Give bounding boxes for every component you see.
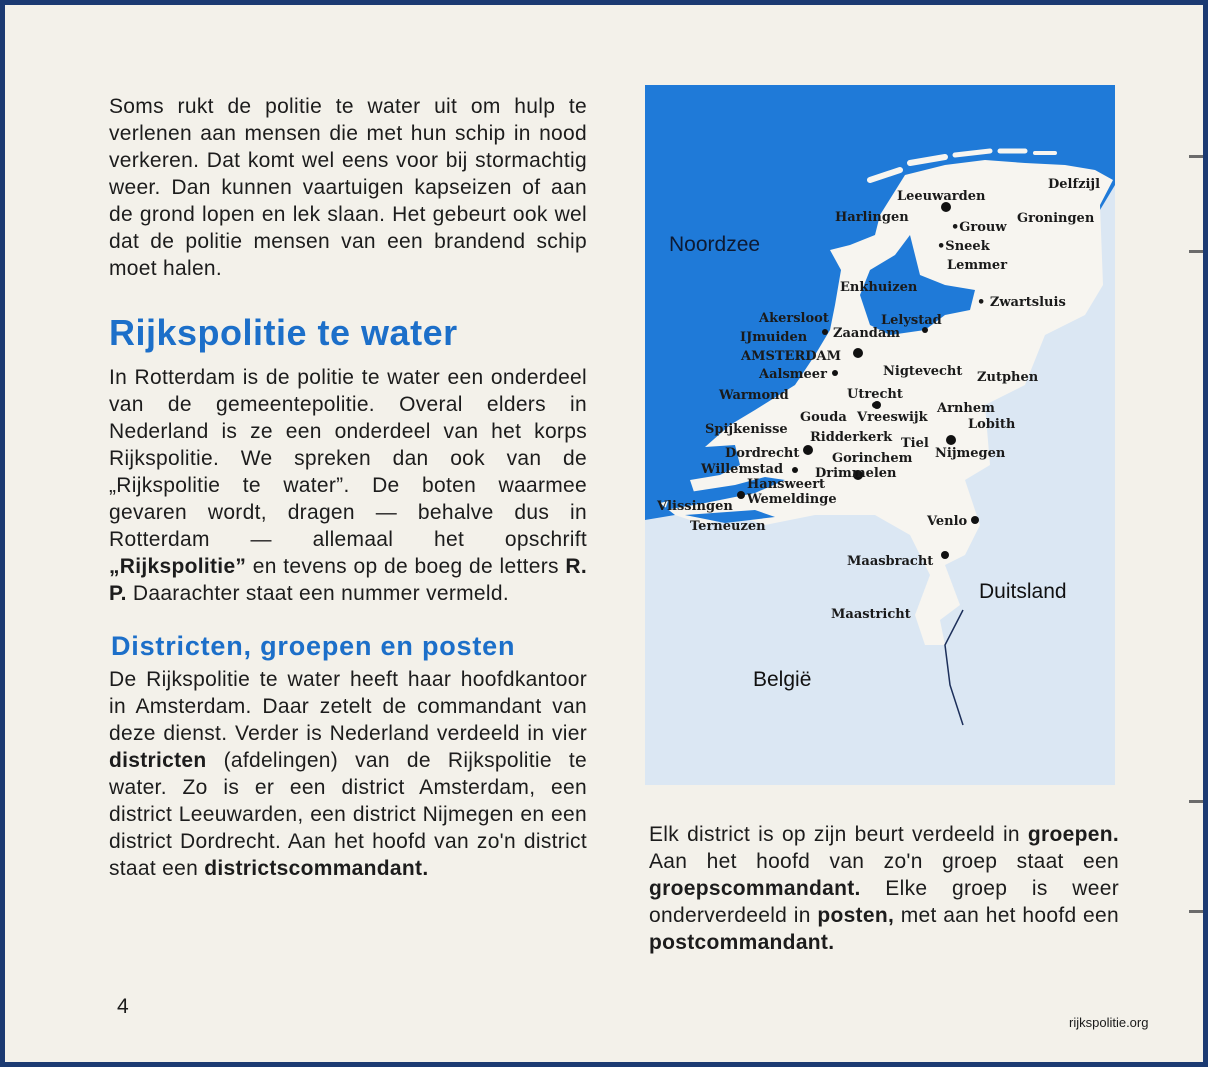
page-number: 4 [117, 995, 129, 1018]
city-lelystad: Lelystad [881, 313, 942, 328]
city-aalsmeer: Aalsmeer [759, 367, 827, 382]
city-lobith: Lobith [968, 417, 1016, 432]
city-wemeldinge: Wemeldinge [747, 492, 837, 507]
city-zutphen: Zutphen [977, 370, 1039, 385]
section2-paragraph: De Rijkspolitie te water heeft haar hoofdkantoor in Amsterdam. Daar zetelt de commandant van deze dienst. Verder is Nederland verdeeld in vier districten (afdelingen) van de Rijkspolitie te water. Zo is er een district Amsterdam, een district Leeuwarden, een district Nijmegen en een district Dordrecht. Aan het hoofd van zo'n district staat een districtscommandant. [109, 668, 587, 880]
staple-mark [1189, 250, 1203, 253]
city-tiel: Tiel [901, 436, 929, 451]
city-akersloot: Akersloot [759, 311, 829, 326]
staple-mark [1189, 910, 1203, 913]
city-groningen: Groningen [1017, 211, 1095, 226]
city-hansweert: Hansweert [747, 477, 826, 492]
left-column [109, 93, 587, 882]
watermark: rijkspolitie.org [1069, 1015, 1149, 1030]
city-delfzijl: Delfzijl [1048, 177, 1101, 192]
city-leeuwarden: Leeuwarden [897, 189, 986, 204]
city-arnhem: Arnhem [937, 401, 995, 416]
staple-mark [1189, 155, 1203, 158]
city-ridderkerk: Ridderkerk [810, 430, 893, 445]
city-gouda: Gouda [800, 410, 847, 425]
city-zwartsluis: • Zwartsluis [977, 295, 1066, 310]
section-heading-rijkspolitie: Rijkspolitie te water [109, 312, 458, 353]
section1-paragraph: In Rotterdam is de politie te water een onderdeel van de gemeentepolitie. Overal elders in Nederland is ze een onderdeel van het korps Rijkspolitie. We spreken dan ook van de „Rijkspolitie te water”. De boten waarmee gevaren wordt, dragen — behalve dus in Rotterdam — allemaal het opschrift „Rijkspolitie” en tevens op de boeg de letters R. P. Daarachter staat een nummer vermeld. [109, 366, 587, 605]
booklet-page [5, 5, 1203, 1062]
city-drimmelen: Drimmelen [815, 466, 897, 481]
label-belgie: België [753, 668, 812, 691]
city-utrecht: Utrecht [847, 387, 903, 402]
city-lemmer: Lemmer [947, 258, 1008, 273]
city-grouw: •Grouw [951, 220, 1007, 235]
right-paragraph: Elk district is op zijn beurt verdeeld in groepen. Aan het hoofd van zo'n groep staat een groepscommandant. Elke groep is weer onderverdeeld in posten, met aan het hoofd een postcommandant. [649, 823, 1119, 954]
netherlands-map [645, 85, 1115, 785]
city-maasbracht: Maasbracht [847, 554, 934, 569]
city-venlo: Venlo [927, 514, 968, 529]
city-gorinchem: Gorinchem [832, 451, 913, 466]
city-vlissingen: Vlissingen [657, 499, 733, 514]
intro-paragraph: Soms rukt de politie te water uit om hulp te verlenen aan mensen die met hun schip in nood verkeren. Dat komt wel eens voor bij stormachtig weer. Dan kunnen vaartuigen kapseizen of aan de grond lopen en lek slaan. Het gebeurt ook wel dat de politie mensen van een brandend schip moet halen. [109, 95, 587, 280]
label-noordzee: Noordzee [669, 233, 761, 256]
city-willemstad: Willemstad [701, 462, 784, 477]
city-amsterdam: AMSTERDAM [741, 349, 842, 364]
label-duitsland: Duitsland [979, 580, 1067, 603]
city-ijmuiden: IJmuiden [740, 330, 808, 345]
city-vreeswijk: Vreeswijk [857, 410, 928, 425]
city-dordrecht: Dordrecht [725, 446, 800, 461]
city-enkhuizen: Enkhuizen [840, 280, 918, 295]
city-nijmegen: Nijmegen [935, 446, 1006, 461]
right-column [649, 821, 1119, 956]
city-spijkenisse: Spijkenisse [705, 422, 788, 437]
city-warmond: Warmond [719, 388, 789, 403]
section-heading-districten: Districten, groepen en posten [111, 631, 516, 661]
city-nigtevecht: Nigtevecht [883, 364, 963, 379]
city-zaandam: Zaandam [833, 326, 901, 341]
city-harlingen: Harlingen [835, 210, 909, 225]
city-sneek: •Sneek [937, 239, 990, 254]
staple-mark [1189, 800, 1203, 803]
city-terneuzen: Terneuzen [690, 519, 766, 534]
city-maastricht: Maastricht [831, 607, 911, 622]
